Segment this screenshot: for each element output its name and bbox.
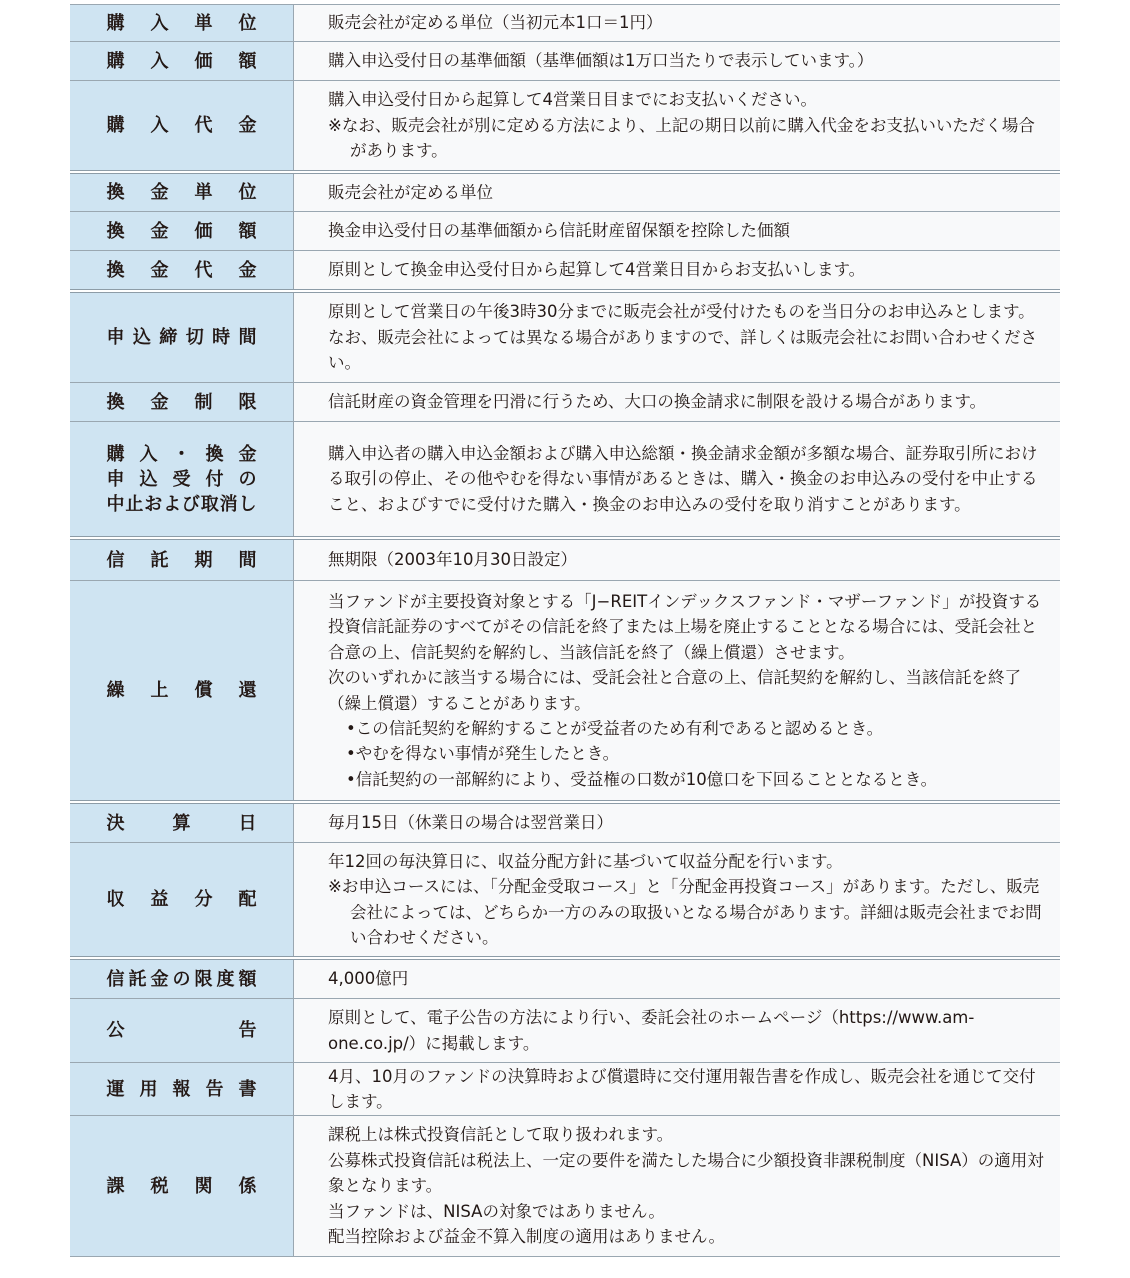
- table-row: [70, 250, 1060, 289]
- row-value: [294, 174, 1060, 211]
- row-value: [294, 999, 1060, 1062]
- row-label-text: 繰上償還: [106, 680, 257, 701]
- row-value: [294, 804, 1060, 842]
- row-label: [70, 1116, 294, 1256]
- value-text: 当ファンドは、NISAの対象ではありません。: [328, 1201, 665, 1221]
- value-text: 販売会社が定める単位（当初元本1口＝1円）: [328, 13, 663, 33]
- row-label: [70, 540, 294, 580]
- value-text: 換金申込受付日の基準価額から信託財産留保額を控除した価額: [328, 221, 790, 241]
- value-text: 課税上は株式投資信託として取り扱われます。: [328, 1125, 674, 1145]
- row-label: [70, 251, 294, 289]
- value-text: 信託財産の資金管理を円滑に行うため、大口の換金請求に制限を設ける場合があります。: [328, 392, 987, 412]
- value-text: 販売会社が定める単位: [328, 182, 493, 202]
- value-text: 4月、10月のファンドの決算時および償還時に交付運用報告書を作成し、販売会社を通じて交付します。: [328, 1066, 1036, 1111]
- bullet-item: •信託契約の一部解約により、受益権の口数が10億口を下回ることとなるとき。: [346, 769, 938, 789]
- row-value: [294, 1116, 1060, 1256]
- row-label: [70, 804, 294, 842]
- value-text: 年12回の毎決算日に、収益分配方針に基づいて収益分配を行います。: [328, 851, 843, 871]
- row-label-text: 換金代金: [106, 259, 257, 281]
- row-value: [294, 422, 1060, 536]
- value-text: 配当控除および益金不算入制度の適用はありません。: [328, 1227, 725, 1247]
- row-label-text: 信託期間: [106, 549, 257, 571]
- value-text: 公募株式投資信託は税法上、一定の要件を満たした場合に少額投資非課税制度（NISA）の適用対象となります。: [328, 1150, 1044, 1196]
- row-value: [294, 293, 1060, 382]
- row-label: [70, 81, 294, 170]
- row-label: [70, 5, 294, 41]
- row-label-text: 中止および取消し: [106, 493, 257, 515]
- row-label-text: 購入価額: [106, 50, 257, 72]
- value-text: 毎月15日（休業日の場合は翌営業日）: [328, 813, 613, 833]
- row-value: [294, 251, 1060, 289]
- row-value: [294, 843, 1060, 956]
- row-label: [70, 1063, 294, 1115]
- row-label: [70, 843, 294, 956]
- table-row: [70, 170, 1060, 211]
- table-row: [70, 1115, 1060, 1257]
- value-text: 原則として換金申込受付日から起算して4営業日目からお支払いします。: [328, 260, 866, 280]
- row-value: [294, 5, 1060, 41]
- table-row: [70, 998, 1060, 1062]
- value-text: 原則として、電子公告の方法により行い、委託会社のホームページ（https://www.am-one.co.jp/）に掲載します。: [328, 1008, 975, 1053]
- row-label-text: 換金価額: [106, 220, 257, 242]
- row-value: [294, 383, 1060, 421]
- note-text: ※なお、販売会社が別に定める方法により、上記の期日以前に購入代金をお支払いいただく場合があります。: [328, 115, 1035, 161]
- table-row: [70, 800, 1060, 842]
- row-label-text: 換金単位: [106, 182, 257, 203]
- row-value: [294, 212, 1060, 250]
- value-text: 当ファンドが主要投資対象とする「J−REITインデックスファンド・マザーファンド」が投資する投資信託証券のすべてがその信託を終了または上場を廃止することとなる場合には、受託会社と合意の上、信託契約を解約し、当該信託を終了（繰上償還）させます。: [328, 591, 1042, 662]
- row-label: [70, 174, 294, 211]
- row-value: [294, 960, 1060, 998]
- value-text: 無期限（2003年10月30日設定）: [328, 550, 577, 570]
- value-text: 次のいずれかに該当する場合には、受託会社と合意の上、信託契約を解約し、当該信託を終了（繰上償還）することがあります。: [328, 668, 1021, 713]
- row-label-text: 換金制限: [106, 391, 257, 413]
- table-row: [70, 956, 1060, 998]
- table-row: [70, 41, 1060, 80]
- row-label: [70, 960, 294, 998]
- row-value: [294, 81, 1060, 170]
- row-label-text: 購入・換金: [106, 443, 257, 465]
- row-label-text: 申込受付の: [106, 468, 257, 490]
- row-label-text: 購入単位: [106, 12, 257, 34]
- row-label-text: 決算日: [106, 812, 257, 834]
- value-text: 原則として営業日の午後3時30分までに販売会社が受付けたものを当日分のお申込みとします。なお、販売会社によっては異なる場合がありますので、詳しくは販売会社にお問い合わせください。: [328, 302, 1038, 373]
- bullet-item: •やむを得ない事情が発生したとき。: [346, 744, 620, 764]
- row-value: [294, 581, 1060, 800]
- row-label-text: 課税関係: [106, 1175, 257, 1197]
- row-value: [294, 540, 1060, 580]
- value-text: 購入申込受付日から起算して4営業日目までにお支払いください。: [328, 90, 817, 110]
- row-label: [70, 212, 294, 250]
- table-row: [70, 4, 1060, 41]
- fund-info-table: [70, 4, 1060, 1257]
- table-row: [70, 289, 1060, 382]
- row-label: [70, 293, 294, 382]
- row-label-text: 収益分配: [106, 889, 257, 910]
- table-row: [70, 1062, 1060, 1115]
- value-text: 4,000億円: [328, 969, 409, 989]
- row-label-text: 申込締切時間: [106, 327, 257, 348]
- table-row: [70, 382, 1060, 421]
- row-label-text: 購入代金: [106, 115, 257, 136]
- row-label: [70, 42, 294, 80]
- value-text: 購入申込者の購入申込金額および購入申込総額・換金請求金額が多額な場合、証券取引所における取引の停止、その他やむを得ない事情があるときは、購入・換金のお申込みの受付を中止すること、およびすでに受付けた購入・換金のお申込みの受付を取り消すことがあります。: [328, 443, 1038, 514]
- row-label: [70, 383, 294, 421]
- row-label: [70, 422, 294, 536]
- bullet-item: •この信託契約を解約することが受益者のため有利であると認めるとき。: [346, 718, 884, 738]
- row-label-text: 公告: [106, 1020, 257, 1041]
- table-row: [70, 842, 1060, 956]
- table-row: [70, 80, 1060, 170]
- table-row: [70, 536, 1060, 580]
- note-text: ※お申込コースには、「分配金受取コース」と「分配金再投資コース」があります。ただし、販売会社によっては、どちらか一方のみの取扱いとなる場合があります。詳細は販売会社までお問い合わせください。: [328, 877, 1042, 947]
- table-row: [70, 580, 1060, 800]
- value-text: 購入申込受付日の基準価額（基準価額は1万口当たりで表示しています。）: [328, 51, 874, 71]
- table-row: [70, 421, 1060, 536]
- row-value: [294, 1063, 1060, 1115]
- row-label-text: 信託金の限度額: [106, 968, 257, 990]
- row-value: [294, 42, 1060, 80]
- row-label-text: 運用報告書: [106, 1078, 257, 1100]
- row-label: [70, 581, 294, 800]
- table-row: [70, 211, 1060, 250]
- row-label: [70, 999, 294, 1062]
